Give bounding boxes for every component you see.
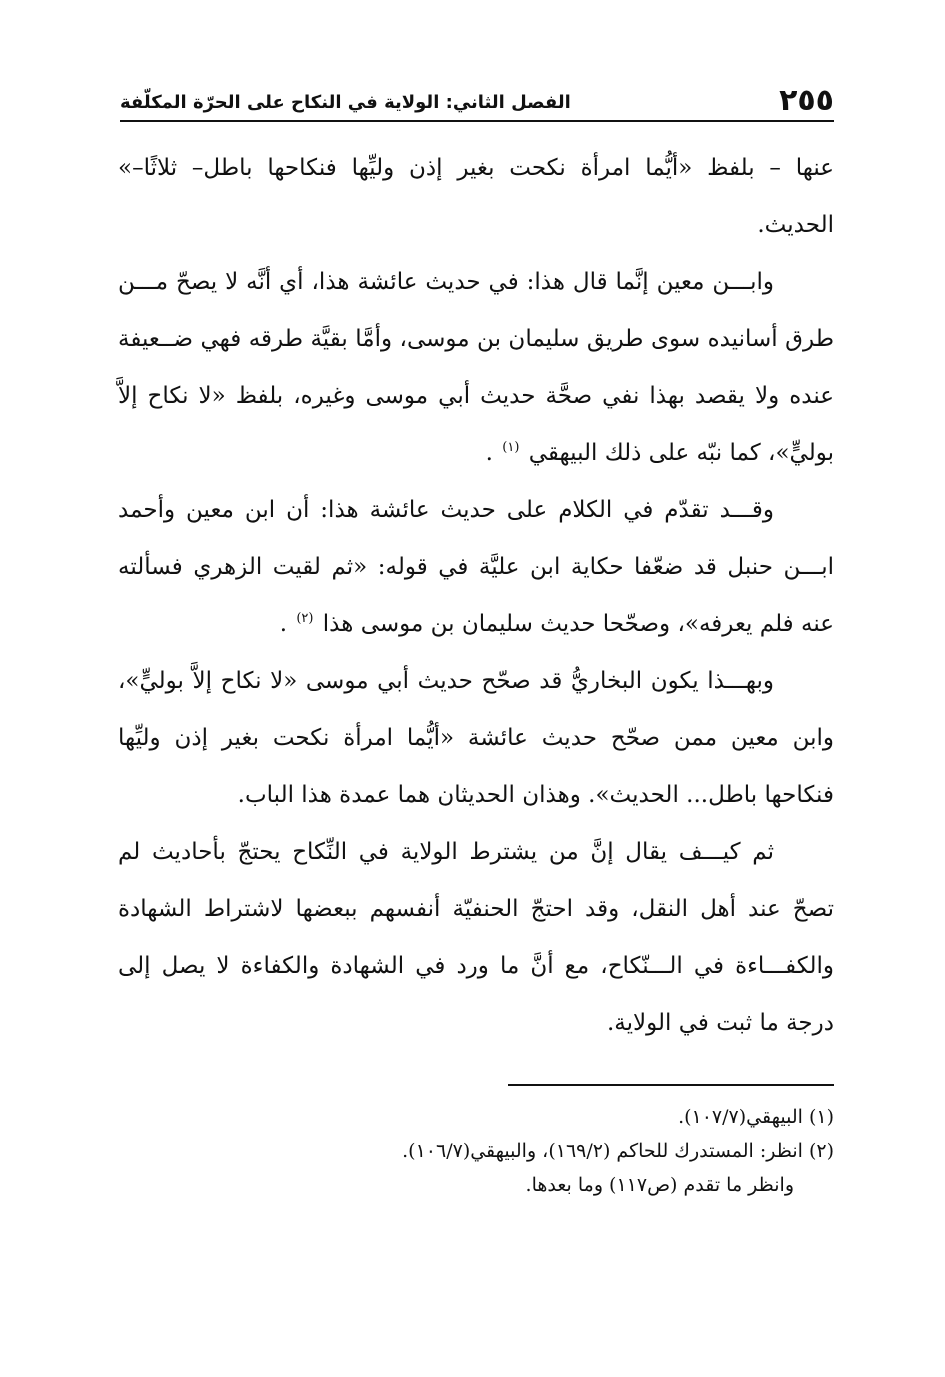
- footnote-item: (٢) انظر: المستدرك للحاكم (١٦٩/٢)، والبيهقي(١٠٦/٧).: [402, 1140, 834, 1162]
- paragraph: ثم كيـــف يقال إنَّ من يشترط الولاية في النِّكاح يحتجّ بأحاديث لم تصحّ عند أهل النقل، وقد احتجّ الحنفيّة أنفسهم ببعضها لاشتراط الشهادة والكفـــاءة في الـــنّكاح، مع أنَّ ما ورد في الشهادة والكفاءة لا يصل إلى درجة ما ثبت في الولاية.: [118, 839, 834, 1036]
- header-divider: [120, 120, 834, 122]
- footnote-item: وانظر ما تقدم (ص١١٧) وما بعدها.: [525, 1174, 794, 1196]
- footnote-divider: [508, 1084, 834, 1086]
- footnotes: [118, 1100, 834, 1202]
- footnote-reference[interactable]: (١): [502, 440, 520, 456]
- paragraph: وابـــن معين إنَّما قال هذا: في حديث عائشة هذا، أي أنَّه لا يصحّ مـــن طرق أسانيده سوى طريق سليمان بن موسى، وأمَّا بقيَّة طرقه فهي ضــعيفة عنده ولا يقصد بهذا نفي صحَّة حديث أبي موسى وغيره، بلفظ «لا نكاح إلاَّ بوليٍّ»، كما نبّه على ذلك البيهقي $^{(١)}$ .: [118, 269, 834, 466]
- footnote-item: (١) البيهقي(١٠٧/٧).: [678, 1106, 834, 1128]
- chapter-title: الفصل الثاني: الولاية في النكاح على الحرّة المكلّفة: [120, 92, 571, 113]
- paragraph: وبهـــذا يكون البخاريُّ قد صحّح حديث أبي موسى «لا نكاح إلاَّ بوليٍّ»، وابن معين ممن صحّح حديث عائشة «أيُّما امرأة نكحت بغير إذن وليِّها فنكاحها باطل... الحديث». وهذان الحديثان هما عمدة هذا الباب.: [118, 668, 834, 808]
- paragraph: عنها – بلفظ «أيُّما امرأة نكحت بغير إذن وليِّها فنكاحها باطل– ثلاثًا–» الحديث.: [118, 155, 834, 238]
- main-text: [118, 140, 834, 1052]
- running-header: [120, 78, 834, 118]
- footnote-reference[interactable]: (٢): [296, 611, 314, 627]
- paragraph: وقـــد تقدّم في الكلام على حديث عائشة هذا: أن ابن معين وأحمد ابـــن حنبل قد ضعّفا حكاية ابن عليَّة في قوله: «ثم لقيت الزهري فسألته عنه فلم يعرفه»، وصحّحا حديث سليمان بن موسى هذا $^{(٢)}$ .: [118, 497, 834, 637]
- page-number: ٢٥٥: [779, 83, 834, 118]
